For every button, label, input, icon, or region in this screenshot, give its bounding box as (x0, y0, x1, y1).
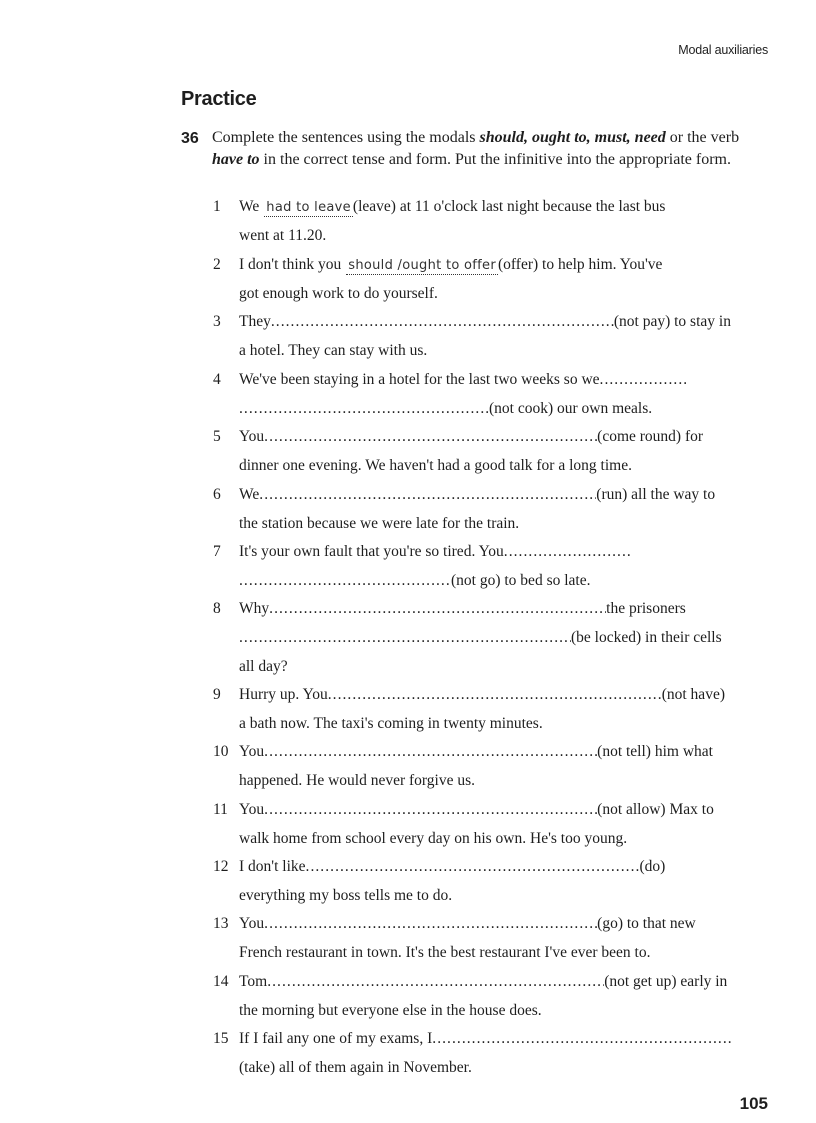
exercise-item-5: 5 You ..... (come round) for dinner one evening. We haven't had a good talk for a long time. (213, 422, 773, 480)
exercise-item-15: 15 If I fail any one of my exams, I ..... (take) all of them again in November. (213, 1024, 773, 1082)
running-header: Modal auxiliaries (678, 43, 768, 57)
answer-blank[interactable] (271, 307, 614, 336)
exercise-item-2: 2 I don't think you should /ought to offer (offer) to help him. You've got enough work to do yourself. (213, 256, 663, 302)
answer-blank[interactable] (600, 365, 686, 394)
exercise-item-12: 12 I don't like ..... (do) everything my boss tells me to do. (213, 852, 773, 910)
answer-blank[interactable] (328, 680, 662, 709)
modal-must: must, (594, 129, 631, 146)
answer-blank[interactable] (259, 480, 596, 509)
answer-blank[interactable] (432, 1024, 732, 1053)
exercise-item-14: 14 Tom ..... (not get up) early in the morning but everyone else in the house does. (213, 967, 773, 1025)
answer-blank[interactable] (239, 394, 489, 423)
modal-should: should, (479, 129, 528, 146)
answer-blank[interactable] (264, 909, 597, 938)
exercise-item-8: 8 Why ..... the prisoners ..... (be locked) in their cells all day? (213, 594, 773, 681)
exercise-item-11: 11 You ..... (not allow) Max to walk home from school every day on his own. He's too young. (213, 795, 773, 853)
exercise-item-3: 3 They ..... (not pay) to stay in a hotel. They can stay with us. (213, 307, 773, 365)
page-number: 105 (739, 1094, 768, 1113)
exercise-item-4: 4 We've been staying in a hotel for the last two weeks so we ..... ..... (not cook) our own meals. (213, 365, 773, 423)
modal-need: need (634, 129, 666, 146)
answer-blank[interactable] (239, 623, 571, 652)
exercise-item-13: 13 You ..... (go) to that new French restaurant in town. It's the best restaurant I've ever been to. (213, 909, 773, 967)
answer-blank[interactable] (306, 852, 640, 881)
answer-blank[interactable] (267, 967, 604, 996)
exercise-item-1: 1 We had to leave (leave) at 11 o'clock last night because the last bus went at 11.20. (213, 198, 666, 244)
answer-blank[interactable]: should /ought to offer (348, 258, 496, 273)
answer-blank[interactable] (269, 594, 606, 623)
verb-have-to: have to (212, 150, 260, 168)
exercise-item-7: 7 It's your own fault that you're so tired. You ..... ..... (not go) to bed so late. (213, 537, 773, 595)
answer-blank[interactable] (264, 422, 597, 451)
answer-blank[interactable] (504, 537, 630, 566)
exercise-item-9: 9 Hurry up. You ..... (not have) a bath now. The taxi's coming in twenty minutes. (213, 680, 773, 738)
answer-blank[interactable] (239, 566, 451, 595)
answer-blank[interactable] (264, 795, 597, 824)
exercise-item-6: 6 We ..... (run) all the way to the station because we were late for the train. (213, 480, 773, 538)
exercise-instructions: Complete the sentences using the modals should, ought to, must, need or the verb have to in the correct tense and form. Put the infinitive into the appropriate form. (212, 129, 740, 168)
exercise-number: 36 (181, 130, 199, 147)
answer-blank[interactable]: had to leave (266, 200, 351, 215)
section-title: Practice (181, 88, 257, 110)
exercise-item-10: 10 You ..... (not tell) him what happened. He would never forgive us. (213, 737, 773, 795)
modal-ought-to: ought to, (531, 129, 591, 146)
answer-blank[interactable] (264, 737, 597, 766)
